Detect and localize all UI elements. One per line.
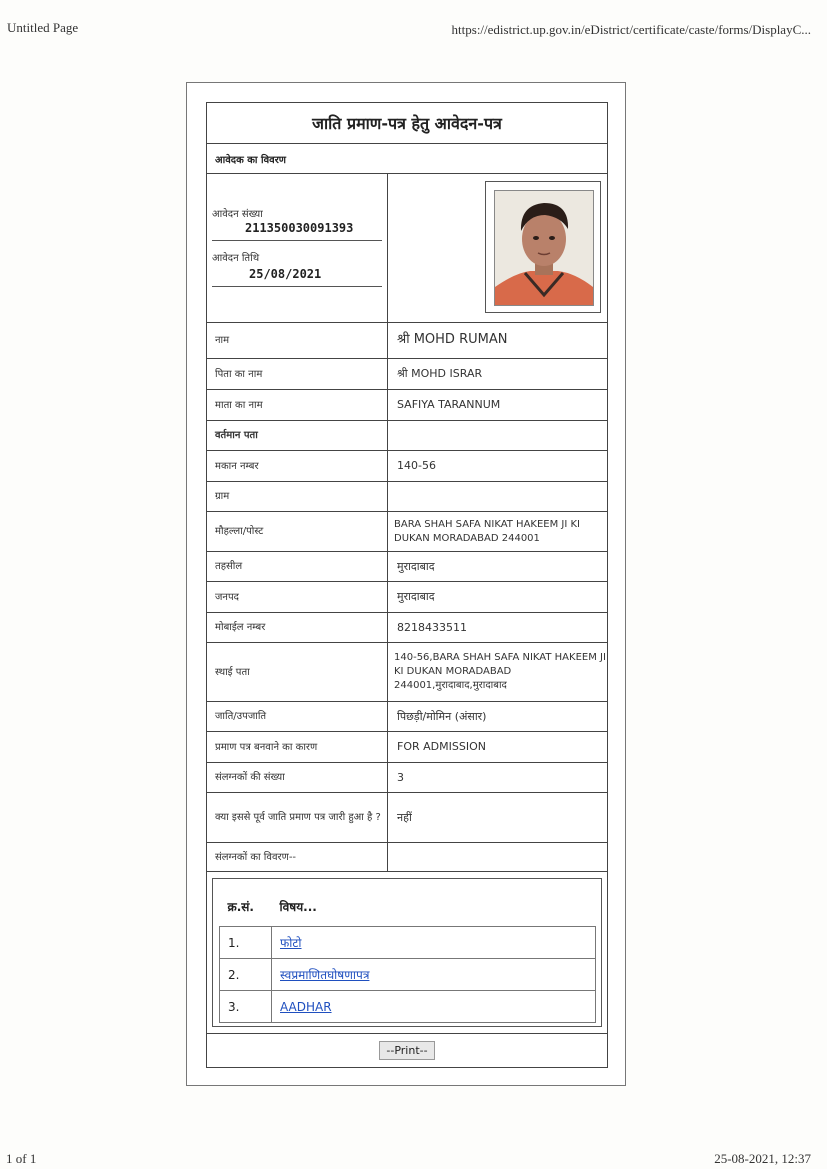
row-value: 140-56,BARA SHAH SAFA NIKAT HAKEEM JI KI DUKAN MORADABAD 244001,मुरादाबाद,मुरादाबाद (394, 652, 606, 691)
table-row (220, 991, 596, 1023)
attachment-cell (272, 959, 596, 991)
page-count: 1 of 1 (6, 1151, 37, 1166)
row-caste (206, 701, 608, 732)
application-no-label: आवेदन संख्या (212, 209, 263, 220)
row-label: तहसील (207, 552, 388, 581)
row-label: वर्तमान पता (207, 421, 388, 450)
row-value: मुरादाबाद (397, 590, 435, 604)
application-date-label: आवेदन तिथि (212, 253, 260, 264)
row-permanent-address (206, 642, 608, 702)
row-value (388, 421, 607, 450)
row-label: पिता का नाम (207, 359, 388, 389)
row-value: FOR ADMISSION (397, 740, 486, 754)
row-attachment-count (206, 762, 608, 793)
attachment-no: 2. (220, 959, 272, 991)
attachment-cell (272, 927, 596, 959)
attachments-table (219, 886, 596, 1023)
row-value: श्री MOHD RUMAN (397, 332, 508, 348)
attachment-cell (272, 991, 596, 1023)
row-value: श्री MOHD ISRAR (397, 367, 483, 381)
row-reason (206, 731, 608, 763)
row-name (206, 322, 608, 359)
attachment-link-self-declaration[interactable]: स्वप्रमाणितघोषणापत्र (280, 968, 370, 982)
table-header-row (220, 886, 596, 927)
col-header-subject: विषय... (272, 886, 596, 927)
row-value: SAFIYA TARANNUM (397, 398, 501, 412)
row-label: क्या इससे पूर्व जाति प्रमाण पत्र जारी हुआ है ? (207, 793, 388, 842)
print-button[interactable]: --Print-- (379, 1041, 434, 1060)
row-label: ग्राम (207, 482, 388, 511)
row-attachment-details (206, 842, 608, 872)
attachment-no: 3. (220, 991, 272, 1023)
row-district (206, 581, 608, 613)
row-label: माता का नाम (207, 390, 388, 420)
row-label: प्रमाण पत्र बनवाने का कारण (207, 732, 388, 762)
row-mother-name (206, 389, 608, 421)
attachment-link-photo[interactable]: फोटो (280, 936, 302, 950)
row-locality (206, 511, 608, 552)
page-title: Untitled Page (7, 20, 79, 35)
row-label: मकान नम्बर (207, 451, 388, 481)
row-current-address (206, 420, 608, 451)
divider (212, 240, 382, 241)
row-value: 8218433511 (397, 620, 467, 634)
row-label: जनपद (207, 582, 388, 612)
photo-cell (387, 173, 608, 323)
row-label: जाति/उपजाति (207, 702, 388, 731)
applicant-photo (494, 190, 594, 306)
photo-frame (485, 181, 601, 313)
row-mobile (206, 612, 608, 643)
row-father-name (206, 358, 608, 390)
print-row (206, 1033, 608, 1068)
col-header-no: क्र.सं. (220, 886, 272, 927)
table-row (220, 927, 596, 959)
row-label: संलग्नकों का विवरण-- (207, 843, 388, 871)
table-row (220, 959, 596, 991)
row-value: नहीं (397, 810, 412, 824)
row-label: स्थाई पता (207, 643, 388, 701)
row-value: मुरादाबाद (397, 559, 435, 573)
page-url: https://edistrict.up.gov.in/eDistrict/certificate/caste/forms/DisplayC... (451, 22, 811, 37)
row-value: 140-56 (397, 459, 436, 473)
attachment-no: 1. (220, 927, 272, 959)
row-label: नाम (207, 323, 388, 358)
row-previous-certificate (206, 792, 608, 843)
row-label: संलग्नकों की संख्या (207, 763, 388, 792)
application-date: 25/08/2021 (249, 267, 322, 281)
form-title: जाति प्रमाण-पत्र हेतु आवेदन-पत्र (206, 102, 608, 144)
row-village (206, 481, 608, 512)
attachments-section (206, 871, 608, 1034)
print-timestamp: 25-08-2021, 12:37 (714, 1151, 811, 1166)
section-heading: आवेदक का विवरण (206, 143, 608, 174)
row-value: पिछड़ी/मोमिन (अंसार) (397, 709, 487, 723)
application-info (206, 173, 388, 323)
row-value (388, 843, 607, 871)
row-value: BARA SHAH SAFA NIKAT HAKEEM JI KI DUKAN MORADABAD 244001 (394, 518, 581, 544)
row-value (388, 482, 607, 511)
applicant-photo-image (495, 191, 593, 305)
application-no: 211350030091393 (245, 221, 354, 235)
row-label: मौहल्ला/पोस्ट (207, 512, 388, 551)
divider (212, 286, 382, 287)
attachments-frame (212, 878, 602, 1027)
row-label: मोबाईल नम्बर (207, 613, 388, 642)
row-tehsil (206, 551, 608, 582)
attachment-link-aadhar[interactable]: AADHAR (280, 999, 332, 1014)
row-value: 3 (397, 770, 404, 784)
row-house-no (206, 450, 608, 482)
